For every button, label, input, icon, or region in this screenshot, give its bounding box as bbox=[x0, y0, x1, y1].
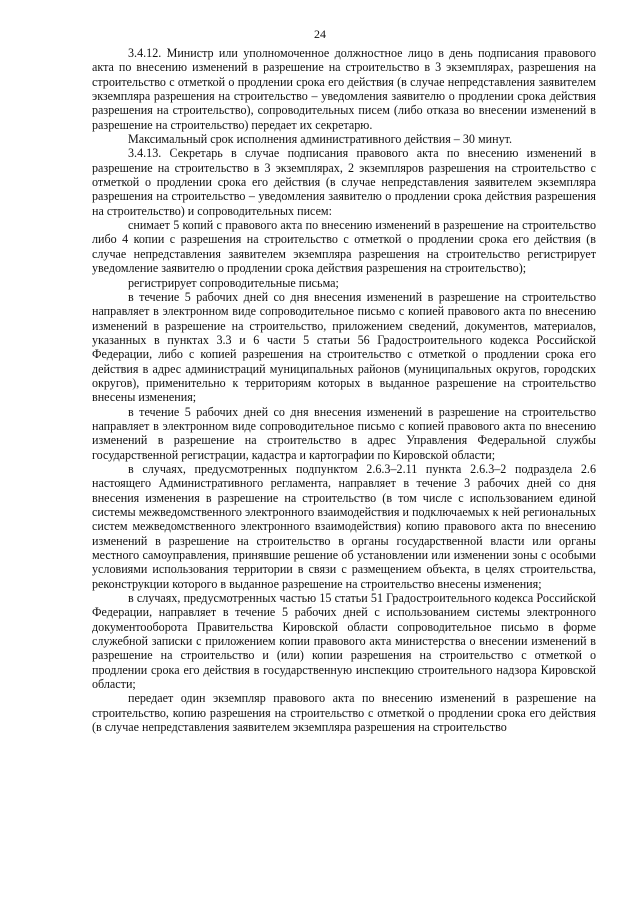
paragraph-hands-over: передает один экземпляр правового акта по внесению изменений в разрешение на строительство, копию разрешения на строительство с отметкой о продлении срока его действия (в случае непредставления заявителем экземпляра разрешения на строительство bbox=[92, 691, 596, 735]
paragraph-zone-authorities: в случаях, предусмотренных подпунктом 2.6.3–2.11 пункта 2.6.3–2 подраздела 2.6 настоящего Административного регламента, направляет в течение 3 рабочих дней со дня внесения изменения в разрешение на строительство (в том числе с использованием единой системы межведомственного электронного взаимодействия и подключаемых к ней региональных систем межведомственного электронного взаимодействия) копию правового акта по внесению изменений в разрешение на строительство в органы государственной власти или органы местного самоуправления, принявшие решение об установлении или изменении зоны с особыми условиями использования территории в связи с размещением объекта, в целях строительства, реконструкции которого в выданное разрешение на строительство внесены изменения; bbox=[92, 461, 596, 591]
paragraph-registers-letters: регистрирует сопроводительные письма; bbox=[128, 275, 339, 290]
document-body bbox=[92, 46, 596, 735]
paragraph-copies: снимает 5 копий с правового акта по внесению изменений в разрешение на строительство либо 4 копии с разрешения на строительство с отметкой о продлении срока его действия (в случае непредставления заявителем экземпляра разрешения на строительство регистрирует уведомление заявителю о продлении срока действия разрешения на строительство); bbox=[92, 218, 596, 276]
paragraph-municipal-admin: в течение 5 рабочих дней со дня внесения изменений в разрешение на строительство направляет в электронном виде сопроводительное письмо с копией правового акта по внесению изменений в разрешение на строительство, приложением сведений, документов, материалов, указанных в пунктах 3.3 и 6 части 5 статьи 56 Градостроительного кодекса Российской Федерации, либо с копией разрешения на строительство с отметкой о продлении срока его действия в адрес администраций муниципальных районов (муниципальных округов, городских округов), применительно к территориям которых в выданное разрешение на строительство внесены изменения; bbox=[92, 289, 596, 405]
paragraph-max-time: Максимальный срок исполнения административного действия – 30 минут. bbox=[128, 132, 513, 147]
paragraph-3-4-12: 3.4.12. Министр или уполномоченное должностное лицо в день подписания правового акта по внесению изменений в разрешение на строительство в 3 экземплярах, разрешения на строительство с отметкой о продлении срока его действия (в случае непредставления заявителем экземпляра разрешения на строительство – уведомления заявителю о продлении срока действия разрешения на строительство), сопроводительных писем (либо отказа во внесении изменений в разрешение на строительство) передает их секретарю. bbox=[92, 46, 596, 132]
page-number: 24 bbox=[314, 27, 326, 41]
paragraph-rosreestr: в течение 5 рабочих дней со дня внесения изменений в разрешение на строительство направляет в электронном виде сопроводительное письмо с копией правового акта по внесению изменений в разрешение на строительство в адрес Управления Федеральной службы государственной регистрации, кадастра и картографии по Кировской области; bbox=[92, 404, 596, 462]
paragraph-3-4-13: 3.4.13. Секретарь в случае подписания правового акта по внесению изменений в разрешение на строительство в 3 экземплярах, 2 экземпляров разрешения на строительство с отметкой о продлении срока его действия (в случае непредставления заявителем экземпляра разрешения на строительство – уведомления заявителю о продлении срока действия разрешения на строительство) и сопроводительных писем: bbox=[92, 146, 596, 218]
paragraph-construction-inspection: в случаях, предусмотренных частью 15 статьи 51 Градостроительного кодекса Российской Федерации, направляет в течение 5 рабочих дней с использованием системы электронного документооборота Правительства Кировской области сопроводительное письмо в форме служебной записки с приложением копии правового акта министерства о внесении изменений в разрешение на строительство и (или) копии разрешения на строительство с отметкой о продлении срока его действия в государственную инспекцию строительного надзора Кировской области; bbox=[92, 591, 596, 692]
